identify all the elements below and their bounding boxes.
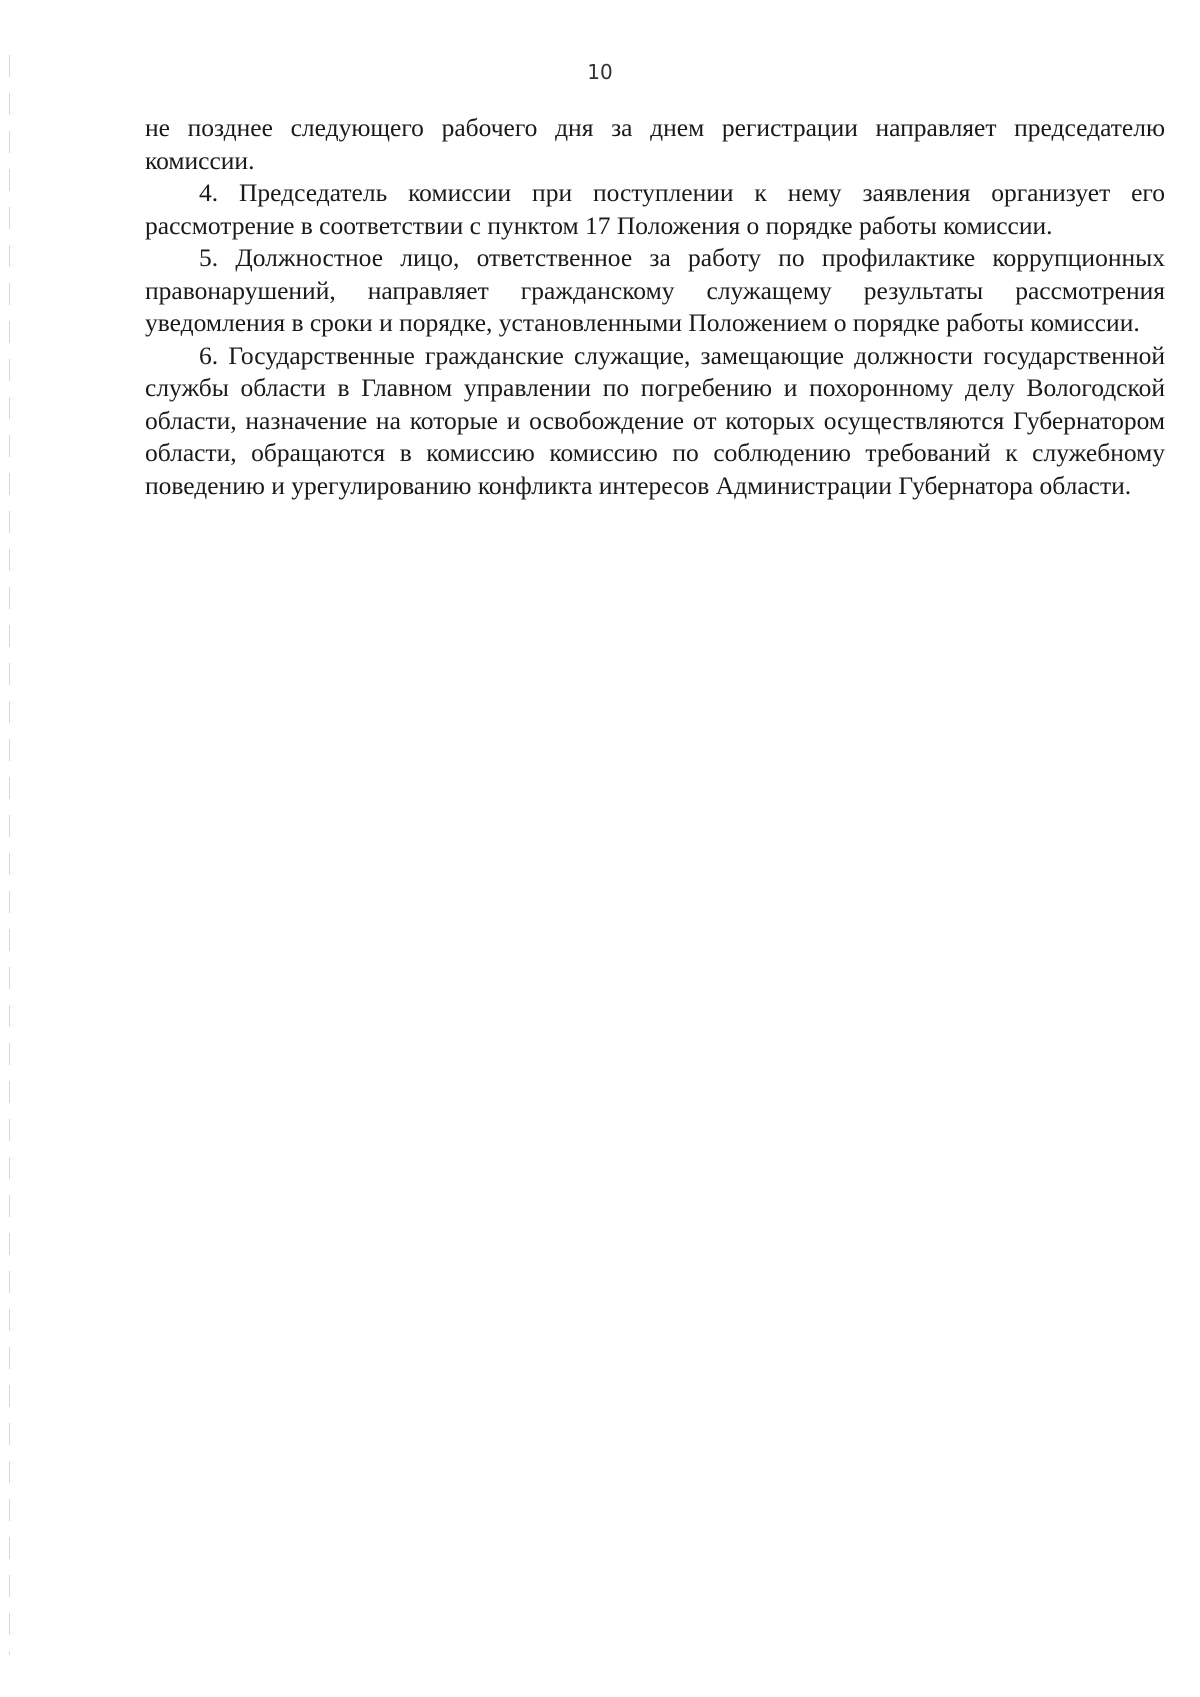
scan-edge-mark [9, 55, 10, 1655]
paragraph-item-5: 5. Должностное лицо, ответственное за работу по профилактике коррупционных правонарушений, направляет гражданскому служащему результаты рассмотрения уведомления в сроки и порядке, установленными Положением о порядке работы комиссии. [145, 243, 1165, 337]
paragraph-item-6: 6. Государственные гражданские служащие, замещающие должности государственной службы области в Главном управлении по погребению и похоронному делу Вологодской области, назначение на которые и освобождение от которых осуществляются Губернатором области, обращаются в комиссию комиссию по соблюдению требований к служебному поведению и урегулированию конфликта интересов Администрации Губернатора области. [145, 340, 1165, 500]
page-number: 10 [587, 60, 613, 84]
paragraph-continuation: не позднее следующего рабочего дня за днем регистрации направляет председателю комиссии. [145, 113, 1165, 175]
document-body [145, 112, 1165, 502]
paragraph-item-4: 4. Председатель комиссии при поступлении к нему заявления организует его рассмотрение в соответствии с пунктом 17 Положения о порядке работы комиссии. [145, 178, 1165, 240]
